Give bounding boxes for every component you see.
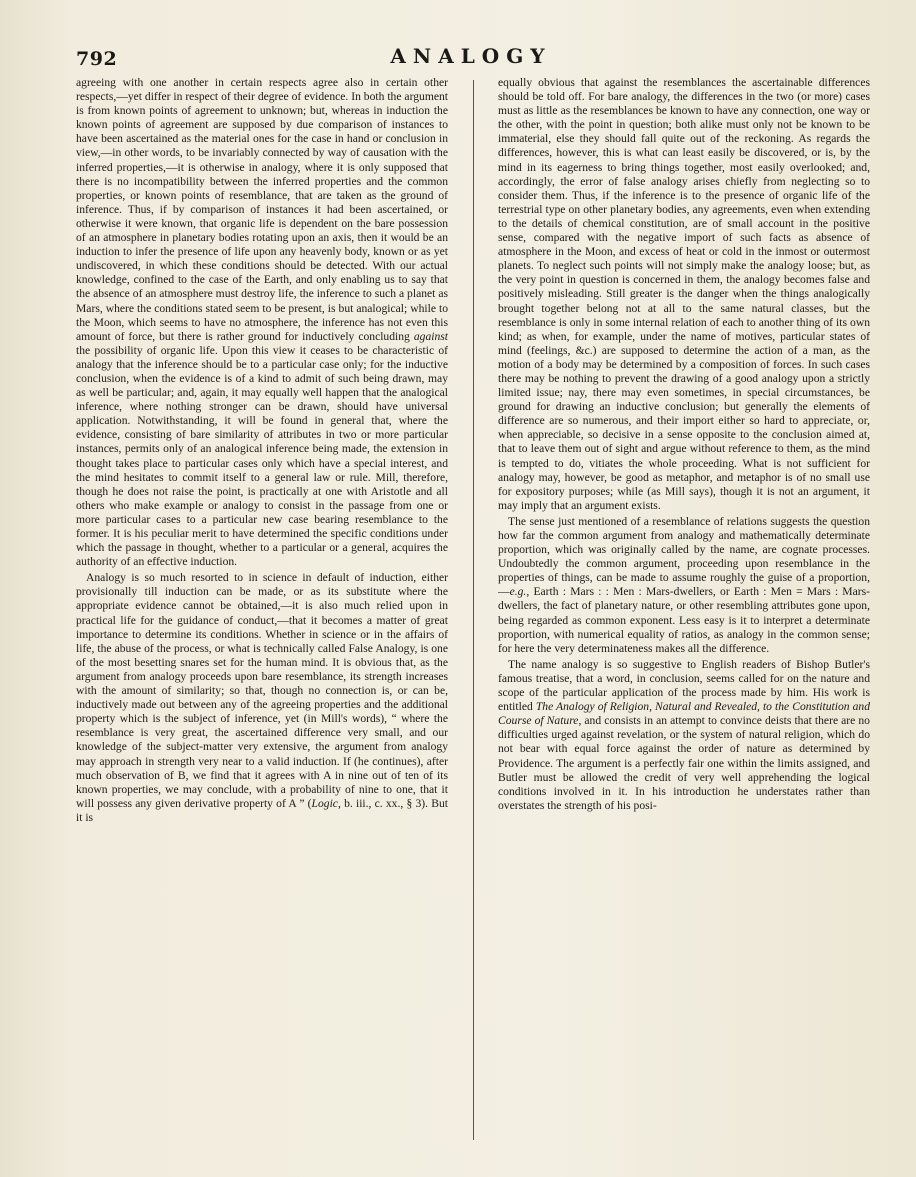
paragraph: The sense just mentioned of a resemblance of relations suggests the question how far the common argument from analogy and mathematically determinate proportion, which was originally called by the name, are cognate processes. Undoubtedly the common argument, proceeding upon resemblance in the properties of things, can be made to assume roughly the guise of a proportion,—e.g., Earth : Mars : : Men : Mars-dwellers, or Earth : Men = Mars : Mars-dwellers, the fact of planetary nature, or other resembling attributes gone upon, being regarded as common exponent. Less easy is it to interpret a determinate proportion, with numerical equality of ratios, as analogy in the common sense; for here the very determinateness makes all the difference. bbox=[498, 514, 870, 655]
running-head: ANALOGY bbox=[390, 44, 552, 68]
book-title: The Analogy of Religion, Natural and Revealed, to the Constitution and Course of Nature bbox=[498, 700, 870, 728]
paragraph: Analogy is so much resorted to in science in default of induction, either provisionally till induction can be made, or as its substitute where the appropriate evidence cannot be obtained,—it is also much relied upon in practical life for the guidance of conduct,—that it becomes a matter of great importance to determine its conditions. Whether in science or in the affairs of life, the abuse of the process, or what is technically called False Analogy, is one of the most besetting snares set for the human mind. It is obvious that, as the argument from analogy proceeds upon bare resemblance, its strength increases with the amount of similarity; so that, though no connection is, or can be, inductively made out between any of the agreeing properties and the additional property which is the subject of inference, yet (in Mill's words), “ where the resemblance is very great, the ascertained difference very small, and our knowledge of the subject-matter very extensive, the argument from analogy may approach in strength very near to a valid induction. If (he continues), after much observation of B, we find that it agrees with A in nine out of ten of its known properties, we may conclude, with a probability of nine to one, that it will possess any given derivative property of A ” (Logic, b. iii., c. xx., § 3). But it is bbox=[76, 571, 448, 824]
paragraph: agreeing with one another in certain respects agree also in certain other respects,—yet differ in respect of their degree of evidence. In both the argument is from known points of agreement to unknown; but, whereas in induction the known points of agreement are supposed by due comparison of instances to have been ascertained as the material ones for the case in hand or conclusion in view,—in other words, to be invariably connected by way of causation with the inferred properties,—it is otherwise in analogy, where it is only supposed that there is no incompatibility between the inferred properties and the common properties, or known points of resemblance, that are taken as the ground of inference. Thus, if by comparison of instances it had been ascertained, or otherwise it were known, that organic life is dependent on the bare possession of an atmosphere in planetary bodies rotating upon an axis, then it would be an induction to infer the presence of life upon any heavenly body, known or as yet undiscovered, in which these conditions should be detected. With our actual knowledge, confined to the case of the Earth, and only enabling us to say that the absence of an atmosphere must destroy life, the inference to such a planet as Mars, where the conditions stated seem to be present, is but analogical; while to the Moon, which seems to have no atmosphere, the inference has not even this amount of force, but there is rather ground for inductively concluding against the possibility of organic life. Upon this view it ceases to be characteristic of analogy that the inference should be to a particular case only; for the inductive conclusion, when the evidence is of a kind to admit of such being drawn, may as well be particular; and, again, it may equally well happen that the analogical inference, where nothing stronger can be drawn, should have universal application. Notwithstanding, it will be found in general that, where the evidence, consisting of bare similarity of attributes in two or more particular instances, permits only of an analogical inference being made, the extension in thought takes place to particular cases only which have a special interest, and the mind hesitates to commit itself to a general law or rule. Mill, therefore, though he does not raise the point, is practically at one with Aristotle and all others who make example or analogy to consist in the passage from one or more particular cases to a particular new case bearing resemblance to the former. It is his peculiar merit to have determined the specific conditions under which the passage in thought, whether to a particular or a general, acquires the authority of an effective induction. bbox=[76, 76, 448, 569]
page-number: 792 bbox=[76, 48, 118, 70]
emphasis: against bbox=[413, 329, 448, 343]
text-columns bbox=[76, 76, 870, 1146]
paragraph: The name analogy is so suggestive to English readers of Bishop Butler's famous treatise, that a word, in conclusion, seems called for on the nature and scope of the particular application of the process made by him. His work is entitled The Analogy of Religion, Natural and Revealed, to the Constitution and Course of Nature, and consists in an attempt to convince deists that there are no difficulties urged against revelation, or the system of natural religion, which do not bear with equal force against the order of nature as determined by Providence. The argument is a perfectly fair one within the limits assigned, and Butler must be allowed the credit of very well apprehending the logical conditions involved in it. In his introduction he understates rather than overstates the strength of his posi- bbox=[498, 657, 870, 812]
emphasis: e.g. bbox=[509, 585, 527, 599]
left-column bbox=[76, 76, 448, 1146]
column-divider bbox=[473, 80, 474, 1140]
page-header bbox=[76, 44, 866, 74]
paragraph: equally obvious that against the resemblances the ascertainable differences should be told off. For bare analogy, the differences in the two (or more) cases must as little as the resemblances be known to have any connection, one way or the other, with the point in question; both alike must only not be known to be immaterial, else they should fall quite out of the reckoning. As regards the differences, however, this is what can least easily be discovered, or is, by the mind in its eagerness to bring things together, most easily overlooked; and, accordingly, the error of false analogy arises chiefly from neglecting so to consider them. Thus, if the inference is to the presence of organic life of the terrestrial type on other planetary bodies, any agreements, even when extending to the details of chemical constitution, are of small account in the positive sense, compared with the negative import of such facts as absence of atmosphere in the Moon, and excess of heat or cold in the inmost or outermost planets. To neglect such points will not simply make the analogy loose; but, as the very point in question is concerned in them, the analogy becomes false and positively misleading. Still greater is the danger when the things analogically brought together belong not at all to the same natural classes, but the resemblance is only in some internal relation of each to another thing of its own kind; as when, for example, under the name of motives, particular states of mind (feelings, &c.) are supposed to determine the action of a man, as the motion of a body may be determined by a composition of forces. In such cases there may be nothing to prevent the drawing of a good analogy upon a strictly limited issue; nay, there may even sometimes, in special circumstances, be ground for drawing an inductive conclusion; but generally the elements of difference are so numerous, and their import either so hard to appreciate, or, when appreciable, so decisive in a sense opposite to the conclusion aimed at, that to leave them out of sight and argue without reference to them, as the mind is tempted to do, vitiates the whole proceeding. What is not sufficient for analogy may, however, be good as metaphor, and metaphor is of no small use for expository purposes; while (as Mill says), though it is not an argument, it may imply that an argument exists. bbox=[498, 76, 870, 512]
citation-title: Logic bbox=[311, 796, 338, 810]
right-column bbox=[498, 76, 870, 1146]
